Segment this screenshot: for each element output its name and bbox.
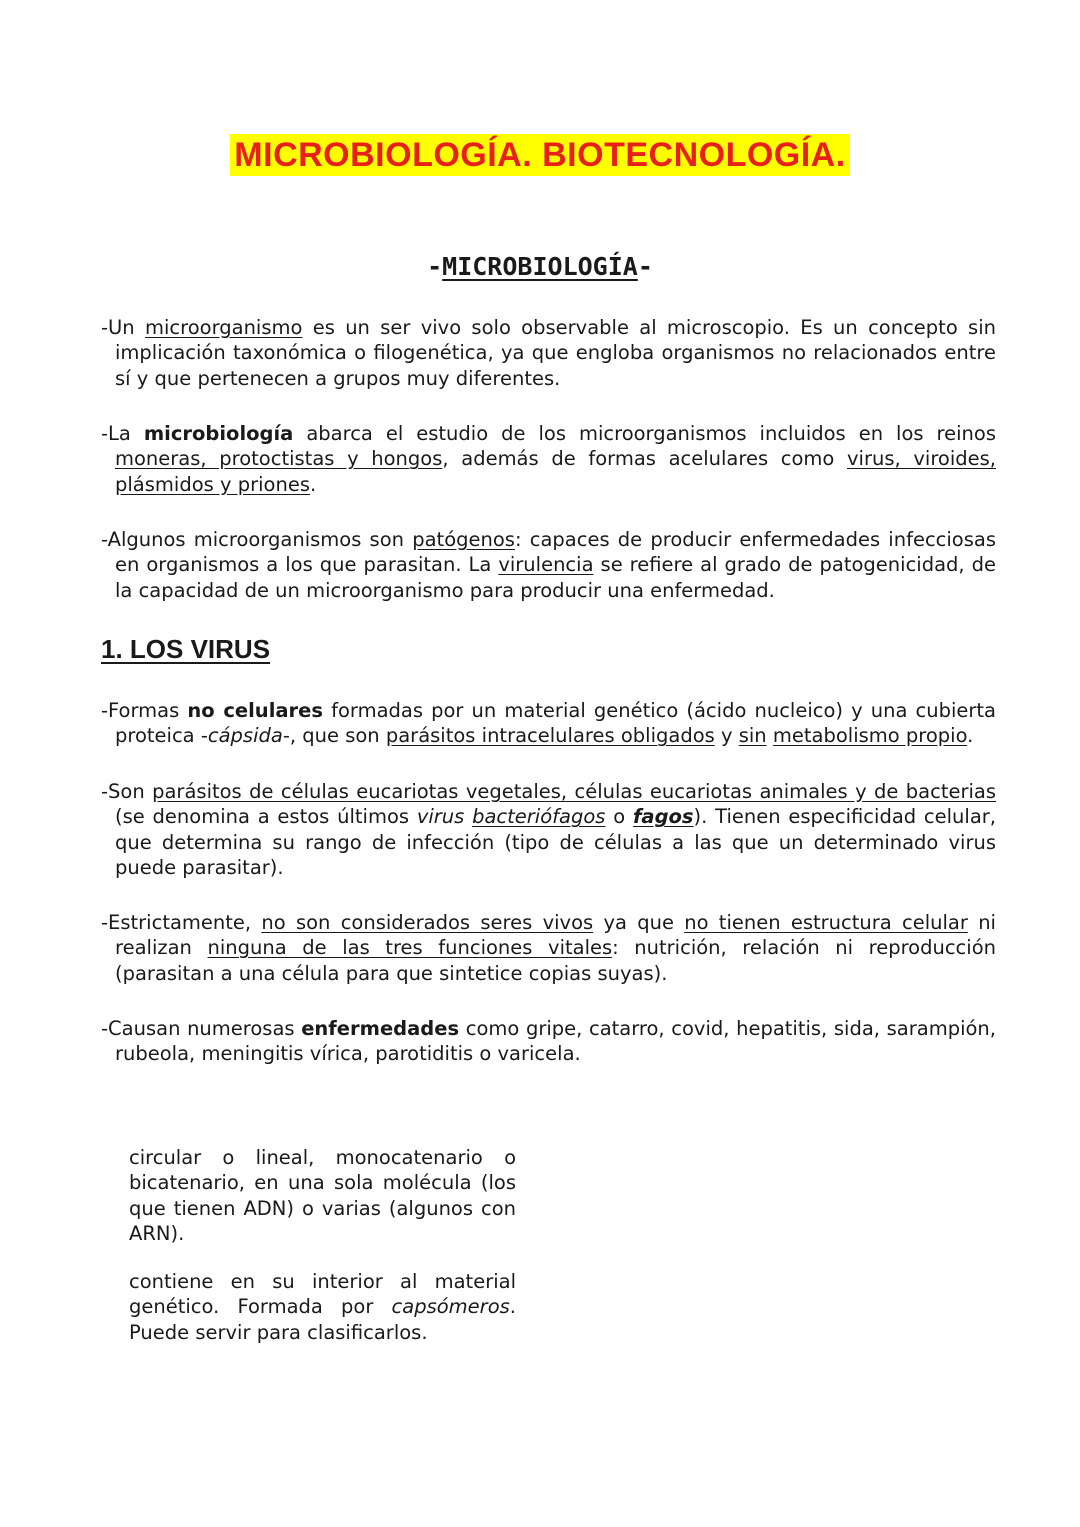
term-underlined: metabolismo propio <box>772 724 968 748</box>
text: : capaces de producir enfermedades infecciosas en organismos a los que parasitan. La <box>115 528 997 577</box>
term-underlined: patógenos <box>412 528 515 551</box>
section-subtitle <box>0 252 1080 281</box>
term-underlined: microorganismo <box>144 316 303 339</box>
text: -Estrictamente, <box>101 911 262 934</box>
text: -La <box>101 422 144 445</box>
term-underlined: ninguna de las tres funciones vitales <box>207 936 613 960</box>
term-underlined: virus, viroides, plásmidos y priones <box>115 447 996 496</box>
text: es un ser vivo solo observable al microscopio. Es un concepto sin implicación taxonómica o filogenética, ya que engloba organismos no relacionados entre sí y que pertenecen a grupos muy diferentes. <box>115 316 996 390</box>
text: -Formas <box>101 699 188 722</box>
text: . <box>309 472 317 496</box>
term-bold-italic-underlined: fagos <box>632 805 694 829</box>
column-text-capsida <box>129 1269 516 1345</box>
text: -Un <box>101 316 145 339</box>
term-underlined: moneras, protoctistas y hongos <box>115 447 443 471</box>
term-underlined: no tienen estructura celular <box>684 911 968 934</box>
text: y <box>714 724 739 748</box>
paragraph-microorganismo <box>101 315 996 391</box>
term-bold: enfermedades <box>301 1017 460 1040</box>
paragraph-microbiologia <box>101 421 996 497</box>
subtitle-dash-left: - <box>427 252 443 281</box>
paragraph-parasitos <box>101 779 996 880</box>
subtitle-text: MICROBIOLOGÍA <box>442 252 638 281</box>
paragraph-seres-vivos <box>101 910 996 986</box>
text: -Causan numerosas <box>101 1017 302 1040</box>
text: o <box>605 805 633 829</box>
paragraph-enfermedades <box>101 1016 996 1067</box>
term-underlined: no son considerados seres vivos <box>261 911 594 934</box>
text: . Puede servir para clasificarlos. <box>129 1295 516 1344</box>
term-underlined: sin <box>738 724 767 748</box>
text: -, que son <box>282 724 386 748</box>
term-bold: microbiología <box>143 422 294 445</box>
term-underlined: virulencia <box>498 553 594 577</box>
text <box>464 805 472 828</box>
title-highlight: MICROBIOLOGÍA. BIOTECNOLOGÍA. <box>230 134 849 176</box>
subtitle-dash-right: - <box>637 252 653 281</box>
term-bold: no celulares <box>187 699 323 722</box>
term-underlined: parásitos intracelulares obligados <box>385 724 715 748</box>
text: contiene en su interior al material genético. Formada por <box>129 1270 516 1319</box>
text: , además de formas acelulares como <box>442 447 848 471</box>
paragraph-formas-no-celulares <box>101 698 996 749</box>
term-italic-underlined: bacteriófagos <box>472 805 606 829</box>
term-italic: capsómeros <box>391 1295 510 1319</box>
text: (se denomina a estos últimos <box>115 805 417 829</box>
text: . <box>967 724 974 748</box>
term-italic: cápsida <box>207 724 283 748</box>
text: -Algunos microorganismos son <box>101 528 413 551</box>
text: formadas por un material genético (ácido nucleico) y una cubierta proteica - <box>115 699 997 748</box>
text: : nutrición, relación ni reproducción (parasitan a una célula para que sintetice copias suyas). <box>115 936 996 985</box>
paragraph-patogenos <box>101 527 996 603</box>
text: ya que <box>593 911 685 934</box>
text: -Son <box>101 780 153 803</box>
text: abarca el estudio de los microorganismos incluidos en los reinos <box>293 422 996 445</box>
term-underlined: parásitos de células eucariotas vegetales, células eucariotas animales y de bacterias <box>152 780 997 803</box>
text: se refiere al grado de patogenicidad, de la capacidad de un microorganismo para producir una enfermedad. <box>115 553 996 602</box>
text: ). Tienen especificidad celular, que determina su rango de infección (tipo de células a las que un determinado virus puede parasitar). <box>115 805 997 879</box>
document-title <box>0 136 1080 175</box>
text: como gripe, catarro, covid, hepatitis, sida, sarampión, rubeola, meningitis vírica, parotiditis o varicela. <box>115 1017 996 1066</box>
column-text-acido-nucleico: circular o lineal, monocatenario o bicatenario, en una sola molécula (los que tienen ADN) o varias (algunos con ARN). <box>129 1146 516 1245</box>
term-italic: virus <box>416 805 465 829</box>
section-heading-virus: 1. LOS VIRUS <box>101 634 271 664</box>
text: ni realizan <box>115 911 996 960</box>
